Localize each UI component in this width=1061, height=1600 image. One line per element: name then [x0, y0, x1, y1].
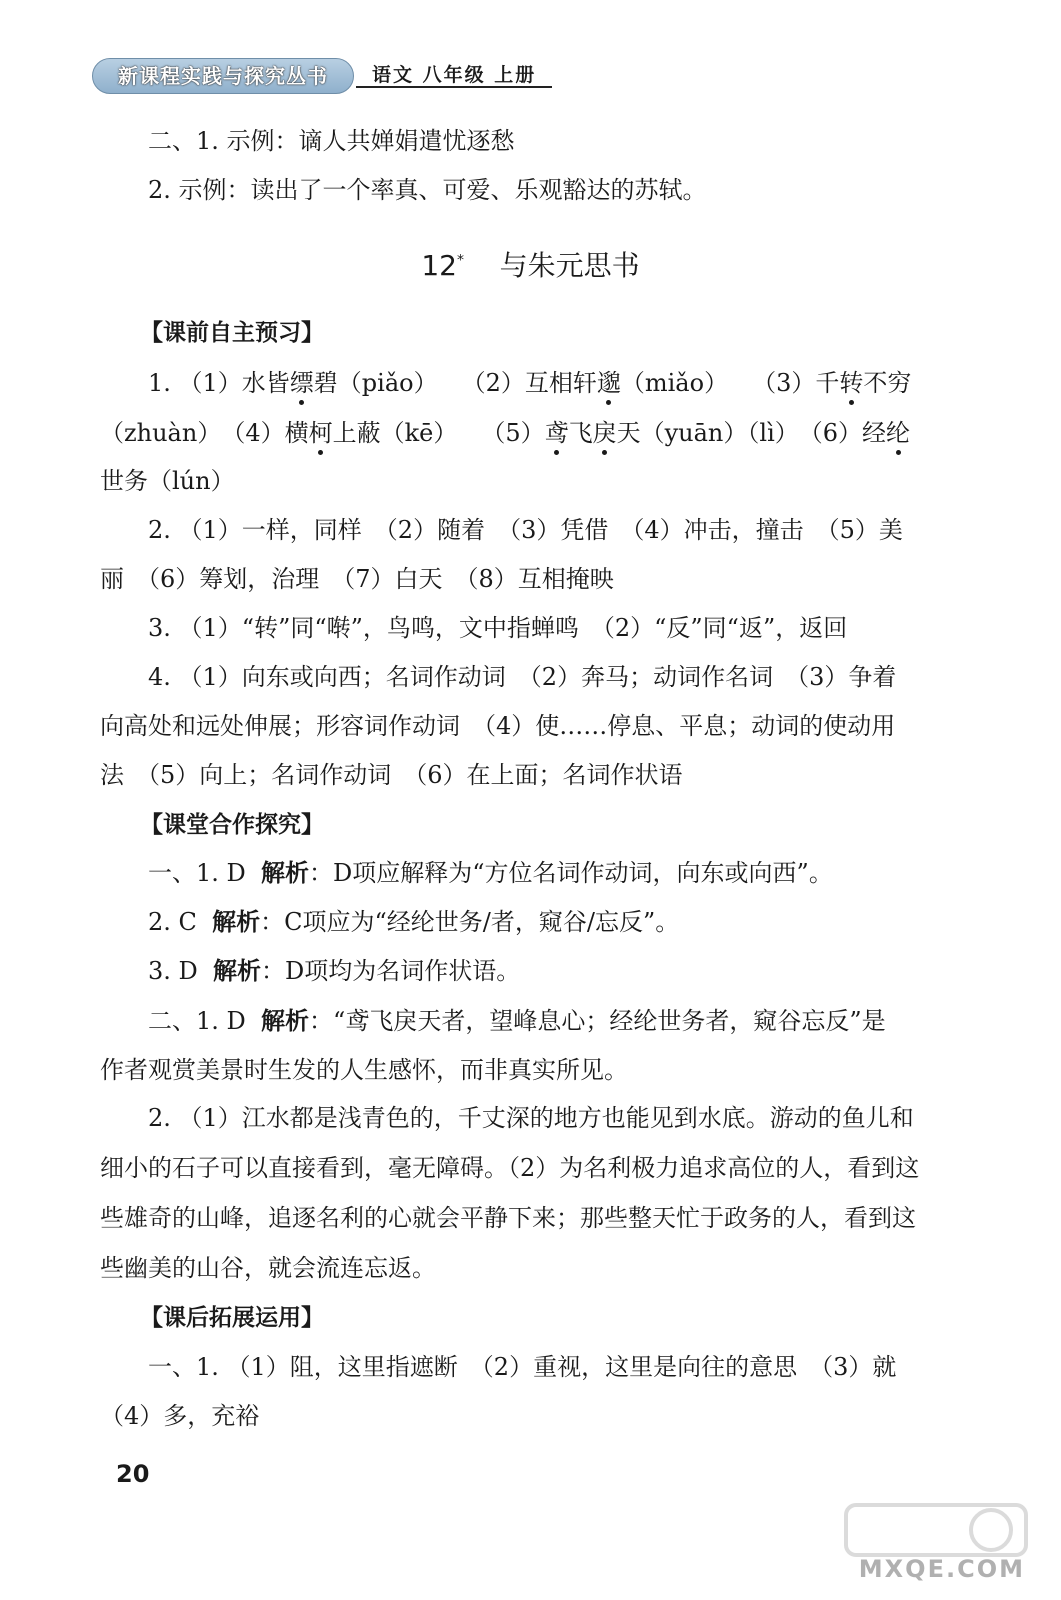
answer-line: 二、1. 示例：谪人共婵娟遣忧逐愁 [148, 127, 515, 155]
answer-line: 3. （1）“转”同“啭”，鸟鸣，文中指蝉鸣 （2）“反”同“返”，返回 [148, 614, 848, 642]
section-heading-after: 【课后拓展运用】 [140, 1305, 324, 1331]
answer-line: 世务（lún） [100, 467, 235, 495]
answer-line: 法 （5）向上；名词作动词 （6）在上面；名词作状语 [100, 761, 683, 789]
answer-line: 向高处和远处伸展；形容词作动词 （4）使……停息、平息；动词的使动用 [100, 712, 896, 740]
answer-line: 细小的石子可以直接看到，毫无障碍。（2）为名利极力追求高位的人，看到这 [100, 1154, 920, 1182]
answer-line: （4）多，充裕 [100, 1402, 260, 1430]
answer-line: 丽 （6）筹划，治理 （7）白天 （8）互相掩映 [100, 565, 614, 593]
answer-line: 2. C 解析：C项应为“经纶世务/者，窥谷/忘反”。 [148, 908, 680, 936]
lesson-name: 与朱元思书 [499, 249, 640, 282]
answer-line: 作者观赏美景时生发的人生感怀，而非真实所见。 [100, 1056, 628, 1084]
answer-line: 些雄奇的山峰，追逐名利的心就会平静下来；那些整天忙于政务的人，看到这 [100, 1204, 916, 1232]
answer-line: 1. （1）水皆缥碧（piǎo） （2）互相轩邈（miǎo） （3）千转不穷 [148, 369, 912, 397]
section-heading-class: 【课堂合作探究】 [140, 812, 324, 838]
answer-line: 3. D 解析：D项均为名词作状语。 [148, 957, 521, 985]
page-number: 20 [116, 1460, 150, 1488]
section-heading-preview: 【课前自主预习】 [140, 320, 324, 346]
answer-line: 一、1. D 解析：D项应解释为“方位名词作动词，向东或向西”。 [148, 859, 833, 887]
lesson-title [0, 244, 1061, 284]
watermark-text: MXQE.COM [858, 1555, 1025, 1583]
answer-line: （zhuàn） （4）横柯上蔽（kē） （5）鸢飞戾天（yuān）（lì） （6）经纶 [100, 419, 911, 447]
answer-line: 2. （1）江水都是浅青色的，千丈深的地方也能见到水底。游动的鱼儿和 [148, 1104, 914, 1132]
answer-line: 2. （1）一样，同样 （2）随着 （3）凭借 （4）冲击，撞击 （5）美 [148, 516, 903, 544]
header-rule [356, 86, 552, 88]
answer-line: 些幽美的山谷，就会流连忘返。 [100, 1254, 436, 1282]
answer-line: 4. （1）向东或向西；名词作动词 （2）奔马；动词作名词 （3）争着 [148, 663, 897, 691]
answer-line: 2. 示例：读出了一个率真、可爱、乐观豁达的苏轼。 [148, 176, 707, 204]
answer-line: 一、1. （1）阻，这里指遮断 （2）重视，这里是向往的意思 （3）就 [148, 1353, 897, 1381]
subject-label: 语文 八年级 上册 [372, 64, 537, 86]
lesson-number: 12 [421, 249, 457, 282]
series-banner: 新课程实践与探究丛书 [92, 58, 354, 94]
lesson-mark: * [457, 252, 464, 269]
answer-line: 二、1. D 解析：“鸢飞戾天者，望峰息心；经纶世务者，窥谷忘反”是 [148, 1007, 886, 1035]
